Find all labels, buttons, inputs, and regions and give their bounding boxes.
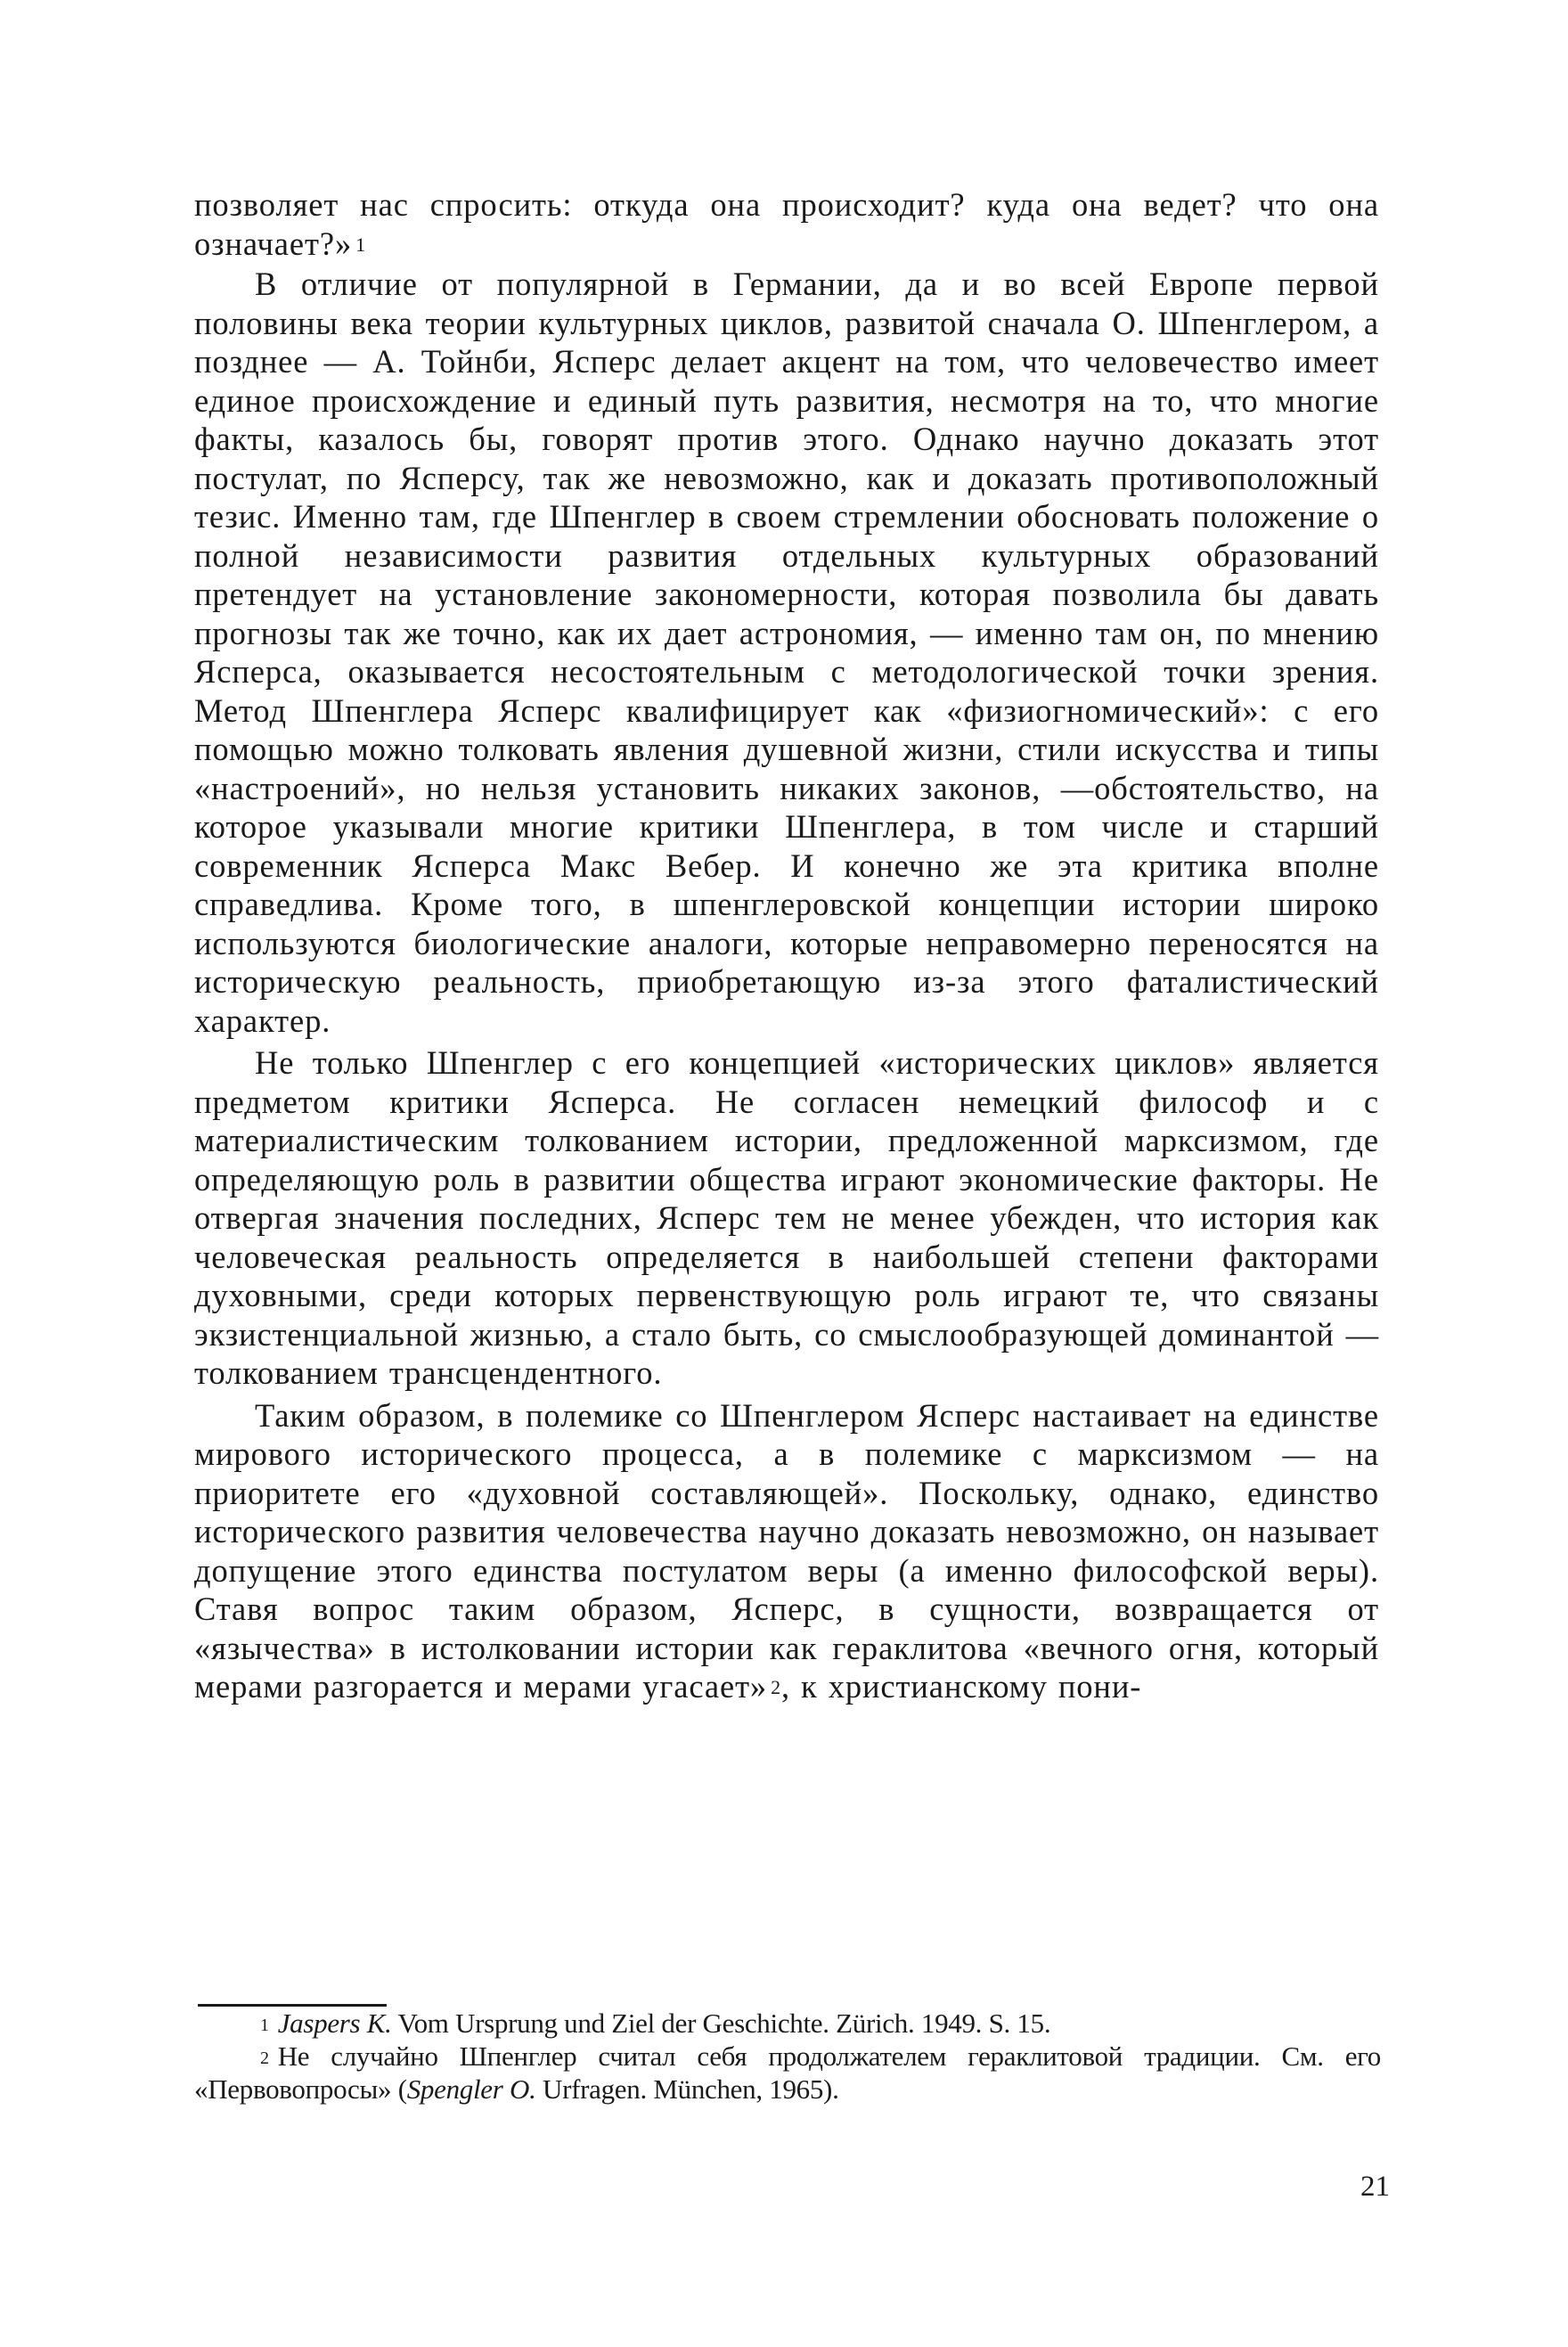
footnote-ref-2[interactable]: 2 [771,1676,781,1698]
footnote-2-author: Spengler O. [406,2073,536,2105]
footnote-2-mark: 2 [260,2049,269,2068]
paragraph-3: Не только Шпенглер с его концепцией «исторических циклов» является предметом критики Ясперса. Не согласен немецкий философ и с материалистическим толкованием истории, предложенной марксизмом, где определяющую роль в развитии общества играют экономические факторы. Не отвергая значения последних, Ясперс тем не менее убежден, что история как человеческая реальность определяется в наибольшей степени факторами духовными, среди которых первенствующую роль играют те, что связаны экзистенциальной жизнью, а стало быть, со смыслообразующей доминантой — толкованием трансцендентного. [194,1044,1379,1391]
paragraph-2: В отличие от популярной в Германии, да и во всей Европе первой половины века теории культурных циклов, развитой сначала О. Шпенглером, а позднее — А. Тойнби, Ясперс делает акцент на том, что человечество имеет единое происхождение и единый путь развития, несмотря на то, что многие факты, казалось бы, говорят против этого. Однако научно доказать этот постулат, по Ясперсу, так же невозможно, как и доказать противоположный тезис. Именно там, где Шпенглер в своем стремлении обосновать положение о полной независимости развития отдельных культурных образований претендует на установление закономерности, которая позволила бы давать прогнозы так же точно, как их дает астрономия, — именно там он, по мнению Ясперса, оказывается несостоятельным с методологической точки зрения. Метод Шпенглера Ясперс квалифицирует как «физиогномический»: с его помощью можно толковать явления душевной жизни, стили искусства и типы «настроений», но нельзя установить никаких законов, —обстоятельство, на которое указывали многие критики Шпенглера, в том числе и старший современник Ясперса Макс Вебер. И конечно же эта критика вполне справедлива. Кроме того, в шпенглеровской концепции истории широко используются биологические аналоги, которые неправомерно переносятся на историческую реальность, приобретающую из-за этого фаталистический характер. [194,266,1379,1039]
footnote-1 [194,2007,1381,2040]
paragraph-4-text-a: Таким образом, в полемике со Шпенглером Ясперс настаивает на единстве мирового исторического процесса, а в полемике с марксизмом — на приоритете его «духовной составляющей». Поскольку, однако, единство исторического развития человечества научно доказать невозможно, он называет допущение этого единства постулатом веры (а именно философской веры). Ставя вопрос таким образом, Ясперс, в сущности, возвращается от «язычества» в истолковании истории как гераклитова «вечного огня, который мерами разгорается и мерами угасает» [194,1396,1379,1705]
footnote-2-text-b: Urfragen. München, 1965). [535,2073,839,2105]
main-text [194,185,1379,1708]
paragraph-4 [194,1396,1379,1706]
paragraph-1-text: позволяет нас спросить: откуда она происходит? куда она ведет? что она означает?» [194,186,1379,262]
footnote-2 [194,2040,1381,2106]
paragraph-4-text-b: , к христианскому пони- [780,1668,1142,1705]
footnote-ref-1[interactable]: 1 [355,233,367,256]
paragraph-1 [194,185,1379,263]
footnote-1-author: Jaspers K. [277,2008,392,2039]
footnote-1-text: Vom Ursprung und Ziel der Geschichte. Zürich. 1949. S. 15. [391,2008,1051,2039]
footnotes [194,2007,1381,2106]
page-number: 21 [1360,2171,1390,2203]
footnote-2-text-a: Не случайно Шпенглер считал себя продолжателем гераклитовой традиции. См. его «Первовопросы» ( [194,2040,1381,2105]
footnote-1-mark: 1 [260,2016,269,2035]
